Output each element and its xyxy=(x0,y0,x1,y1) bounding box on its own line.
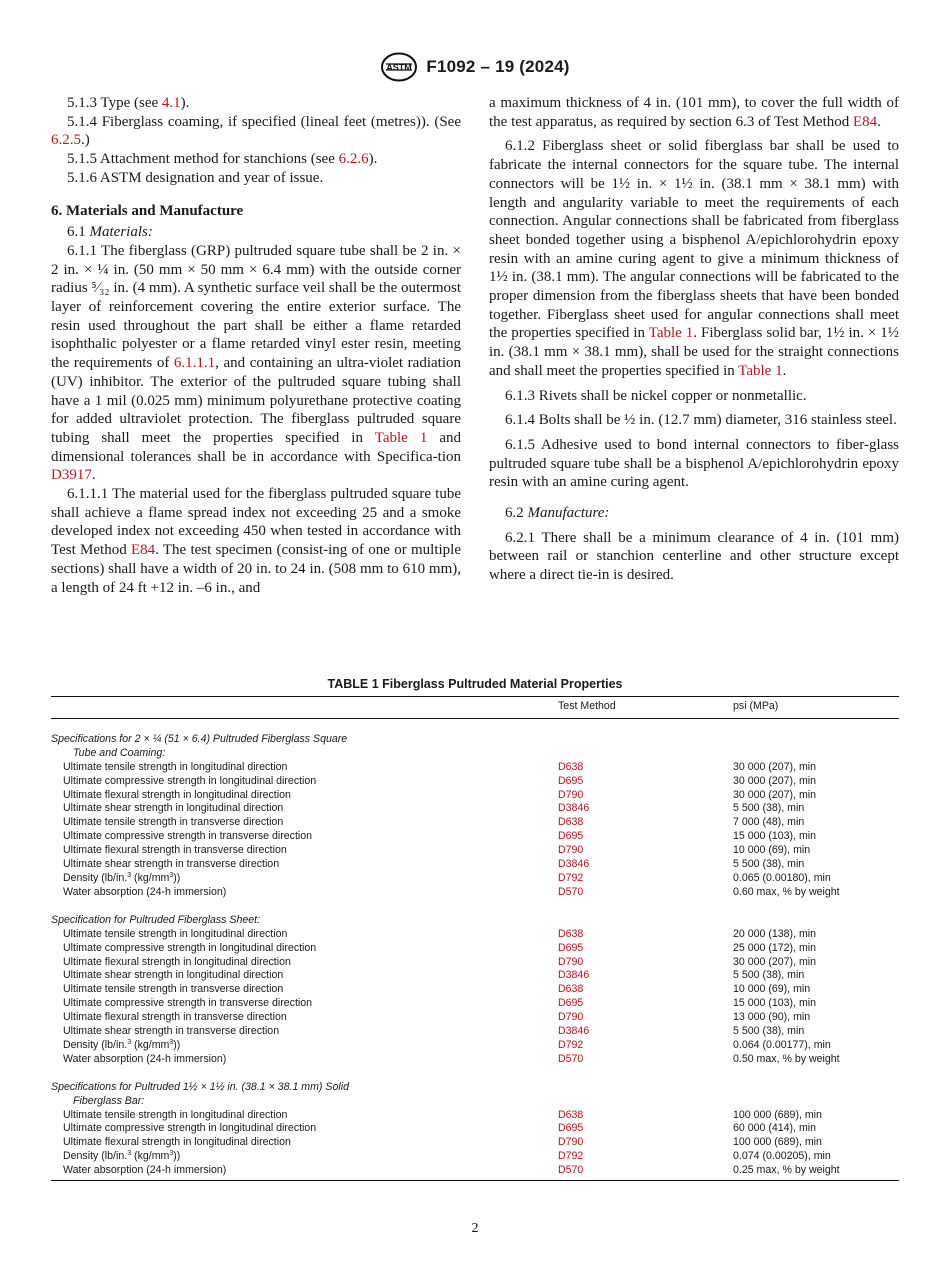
table-row xyxy=(51,1109,899,1123)
test-method-link[interactable]: D3846 xyxy=(558,1025,590,1038)
para-6-1: 6.1 Materials: xyxy=(67,224,153,241)
property-cell: Water absorption (24-h immersion) xyxy=(63,885,227,898)
para-6-1-3: 6.1.3 Rivets shall be nickel copper or nonmetallic. xyxy=(505,387,807,404)
property-cell: Ultimate tensile strength in longitudinal direction xyxy=(63,760,288,773)
astm-logo-icon xyxy=(380,52,418,82)
test-method-link[interactable]: D638 xyxy=(558,927,584,940)
test-method-link[interactable]: D790 xyxy=(558,788,584,801)
test-method-link[interactable]: D3846 xyxy=(558,802,590,815)
property-cell: Ultimate compressive strength in longitudinal direction xyxy=(63,774,317,787)
right-column xyxy=(489,94,899,585)
value-cell: 0.60 max, % by weight xyxy=(733,885,840,898)
page-number: 2 xyxy=(471,1221,479,1236)
value-cell: 100 000 (689), min xyxy=(733,1136,822,1149)
table-row xyxy=(51,858,899,872)
ref-link-e84[interactable]: E84 xyxy=(130,542,156,559)
para-6-1-2: 6.1.2 Fiberglass sheet or solid fiberglass bar shall be used to fabricate the internal connectors for the square tube. The internal connectors will be 1½ in. × 1½ in. (38.1 mm × 38.1 mm) with length and angularity variable to meet the requirements of each connection. Angular connections shall be fabricated from fiberglass sheet bonded together using a bisphenol A/epichlorohydrin epoxy resin with an amine curing agent to give a minimum thickness of 1½ in. (38.1 mm). The angular connections will be fabricated to the proper dimension from the fiberglass sheets that have been bonded together. Fiberglass sheet used for angular connections shall meet the properties specified in Table 1. Fiberglass solid bar, 1½ in. × 1½ in. (38.1 mm × 38.1 mm), shall be used for the straight connections and shall meet the properties specified in Table 1. xyxy=(489,138,899,379)
table-row xyxy=(51,1150,899,1164)
value-cell: 10 000 (69), min xyxy=(733,844,811,857)
section-spacer xyxy=(51,900,899,914)
value-cell: 5 500 (38), min xyxy=(733,969,805,982)
table-row xyxy=(51,886,899,900)
value-cell: 25 000 (172), min xyxy=(733,941,817,954)
value-cell: 10 000 (69), min xyxy=(733,983,811,996)
para-6-2-1: 6.2.1 There shall be a minimum clearance of 4 in. (101 mm) between rail or stanchion centerline and other structure except where a direct tie-in is desired. xyxy=(489,529,899,584)
property-cell: Ultimate shear strength in transverse direction xyxy=(63,1025,280,1038)
para-6-1-4: 6.1.4 Bolts shall be ½ in. (12.7 mm) diameter, 316 stainless steel. xyxy=(505,412,897,429)
section-title-continued: Fiberglass Bar: xyxy=(73,1094,145,1107)
test-method-link[interactable]: D695 xyxy=(558,774,584,787)
value-cell: 20 000 (138), min xyxy=(733,927,817,940)
ref-link-table-1[interactable]: Table 1 xyxy=(738,362,783,379)
test-method-link[interactable]: D790 xyxy=(558,955,584,968)
para-5-1-3: 5.1.3 Type (see 4.1). xyxy=(67,95,190,111)
table-row xyxy=(51,1164,899,1180)
table-row xyxy=(51,844,899,858)
value-cell: 30 000 (207), min xyxy=(733,955,817,968)
value-cell: 0.25 max, % by weight xyxy=(733,1164,899,1180)
table-title: TABLE 1 Fiberglass Pultruded Material Properties xyxy=(327,677,623,691)
property-cell: Ultimate flexural strength in transverse direction xyxy=(63,844,287,857)
test-method-link[interactable]: D792 xyxy=(558,1150,584,1163)
section-title-continued: Tube and Coaming: xyxy=(73,746,166,759)
ref-link-d3917[interactable]: D3917 xyxy=(51,467,92,484)
ref-link-6-1-1-1[interactable]: 6.1.1.1 xyxy=(173,355,216,372)
ref-link-6-2-5[interactable]: 6.2.5 xyxy=(51,132,81,149)
header-psi-mpa: psi (MPa) xyxy=(733,697,899,719)
section-title: Specification for Pultruded Fiberglass Sheet: xyxy=(51,913,261,926)
test-method-link[interactable]: D792 xyxy=(558,1038,584,1051)
table-row xyxy=(51,1039,899,1053)
property-cell: Ultimate compressive strength in longitudinal direction xyxy=(63,941,317,954)
page-header xyxy=(0,50,950,84)
value-cell: 30 000 (207), min xyxy=(733,788,817,801)
para-5-1-4: 5.1.4 Fiberglass coaming, if specified (lineal feet (metres)). (See 6.2.5.) xyxy=(51,113,461,149)
value-cell: 100 000 (689), min xyxy=(733,1108,822,1121)
test-method-link[interactable]: D695 xyxy=(558,941,584,954)
table-row xyxy=(51,956,899,970)
test-method-link[interactable]: D638 xyxy=(558,1108,584,1121)
property-cell: Density (lb/in.$^3$ $(kg/mm^3)$) xyxy=(63,871,181,884)
table-row xyxy=(51,1011,899,1025)
value-cell: 7 000 (48), min xyxy=(733,816,805,829)
test-method-link[interactable]: D3846 xyxy=(558,969,590,982)
table-row xyxy=(51,997,899,1011)
header-test-method: Test Method xyxy=(558,697,733,719)
standard-designation: F1092 – 19 (2024) xyxy=(426,57,570,76)
property-cell: Ultimate shear strength in longitudinal direction xyxy=(63,969,284,982)
property-cell: Ultimate tensile strength in transverse direction xyxy=(63,983,284,996)
test-method-link[interactable]: D695 xyxy=(558,830,584,843)
para-6-1-1-1-cont: a maximum thickness of 4 in. (101 mm), to cover the full width of the test apparatus, as required by section 6.3 of Test Method E84. xyxy=(489,95,899,130)
value-cell: 15 000 (103), min xyxy=(733,830,817,843)
value-cell: 15 000 (103), min xyxy=(733,997,817,1010)
value-cell: 0.064 (0.00177), min xyxy=(733,1038,831,1051)
table-row xyxy=(51,789,899,803)
para-5-1-6: 5.1.6 ASTM designation and year of issue. xyxy=(67,169,324,186)
property-cell: Water absorption (24-h immersion) xyxy=(63,1052,227,1065)
table-body xyxy=(51,718,899,1180)
para-5-1-5: 5.1.5 Attachment method for stanchions (see 6.2.6). xyxy=(67,151,378,168)
property-cell: Ultimate tensile strength in longitudinal direction xyxy=(63,1108,288,1121)
test-method-link[interactable]: D570 xyxy=(558,1052,584,1065)
value-cell: 5 500 (38), min xyxy=(733,1025,805,1038)
table-row xyxy=(51,983,899,997)
ref-link-e84[interactable]: E84 xyxy=(853,113,878,130)
table-row xyxy=(51,942,899,956)
test-method-link[interactable]: D792 xyxy=(558,871,584,884)
test-method-link[interactable]: D570 xyxy=(558,1164,733,1180)
test-method-link[interactable]: D790 xyxy=(558,1011,584,1024)
property-cell: Ultimate flexural strength in longitudinal direction xyxy=(63,1136,291,1149)
property-cell: Ultimate shear strength in longitudinal direction xyxy=(63,802,284,815)
section-spacer xyxy=(51,1067,899,1081)
section-title-row xyxy=(51,1081,899,1109)
test-method-link[interactable]: D570 xyxy=(558,885,584,898)
property-cell: Ultimate shear strength in transverse direction xyxy=(63,858,280,871)
properties-table xyxy=(51,696,899,1181)
table-row xyxy=(51,969,899,983)
header-property xyxy=(51,697,558,719)
table-row xyxy=(51,830,899,844)
table-row xyxy=(51,802,899,816)
section-title-row xyxy=(51,733,899,761)
section-heading-6: 6. Materials and Manufacture xyxy=(51,202,244,219)
value-cell: 60 000 (414), min xyxy=(733,1122,817,1135)
table-row xyxy=(51,872,899,886)
test-method-link[interactable]: D695 xyxy=(558,1122,584,1135)
test-method-link[interactable]: D638 xyxy=(558,816,584,829)
property-cell: Ultimate tensile strength in transverse direction xyxy=(63,816,284,829)
ref-link-table-1[interactable]: Table 1 xyxy=(648,325,694,342)
table-row xyxy=(51,775,899,789)
property-cell: Ultimate compressive strength in transverse direction xyxy=(63,997,313,1010)
table-row xyxy=(51,1136,899,1150)
property-cell: Ultimate flexural strength in longitudinal direction xyxy=(63,955,291,968)
property-cell: Ultimate compressive strength in transverse direction xyxy=(63,830,313,843)
para-6-2: 6.2 Manufacture: xyxy=(505,505,610,522)
value-cell: 0.074 (0.00205), min xyxy=(733,1150,831,1163)
table-row xyxy=(51,1122,899,1136)
ref-link-6-2-6[interactable]: 6.2.6 xyxy=(338,151,369,168)
value-cell: 5 500 (38), min xyxy=(733,802,805,815)
table-row xyxy=(51,1053,899,1067)
left-column xyxy=(51,94,461,597)
test-method-link[interactable]: D638 xyxy=(558,983,584,996)
ref-link-table-1[interactable]: Table 1 xyxy=(374,429,428,446)
section-title: Specifications for 2 × ¼ (51 × 6.4) Pultruded Fiberglass Square xyxy=(51,732,348,745)
para-6-1-1: 6.1.1 The fiberglass (GRP) pultruded square tube shall be 2 in. × 2 in. × ¼ in. (50 mm × 50 mm × 6.4 mm) with the outside corner radius ⁵⁄₃₂ in. (4 mm). A synthetic surface veil shall be the outermost layer of reinforcement covering the entire exterior surface. The resin used throughout the part shall be either a flame retarded isophthalic polyester or a flame retarded vinyl ester resin, meeting the requirements of 6.1.1.1, and containing an ultra-violet radiation (UV) inhibitor. The exterior of the pultruded square tubing shall have a 1 mil (0.025 mm) minimum polyurethane protective coating for added ultraviolet protection. The fiberglass pultruded square tubing shall meet the properties specified in Table 1 and dimensional tolerances shall be in accordance with Specifica-tion D3917. xyxy=(51,242,461,484)
table-row xyxy=(51,761,899,775)
para-6-1-1-1: 6.1.1.1 The material used for the fiberglass pultruded square tube shall achieve a flame spread index not exceeding 25 and a smoke developed index not exceeding 450 when tested in accordance with Test Method E84. The test specimen (consist-ing of one or multiple sections) shall have a width of 20 in. to 24 in. (508 mm to 610 mm), a length of 24 ft +12 in. –6 in., and xyxy=(51,486,461,596)
value-cell: 5 500 (38), min xyxy=(733,858,805,871)
section-title: Specifications for Pultruded 1½ × 1½ in. (38.1 × 38.1 mm) Solid xyxy=(51,1080,349,1093)
table-row xyxy=(51,928,899,942)
section-title-row xyxy=(51,914,899,928)
property-cell: Density (lb/in.$^3$ $(kg/mm^3)$) xyxy=(63,1150,181,1163)
test-method-link[interactable]: D790 xyxy=(558,1136,584,1149)
ref-link-4-1[interactable]: 4.1 xyxy=(161,95,181,111)
section-spacer xyxy=(51,718,899,733)
property-cell: Ultimate flexural strength in transverse direction xyxy=(63,1011,287,1024)
value-cell: 30 000 (207), min xyxy=(733,760,817,773)
test-method-link[interactable]: D695 xyxy=(558,997,584,1010)
property-cell: Density (lb/in.$^3$ $(kg/mm^3)$) xyxy=(63,1038,181,1051)
test-method-link[interactable]: D638 xyxy=(558,760,584,773)
value-cell: 13 000 (90), min xyxy=(733,1011,811,1024)
value-cell: 0.50 max, % by weight xyxy=(733,1052,840,1065)
property-cell: Ultimate compressive strength in longitudinal direction xyxy=(63,1122,317,1135)
table-row xyxy=(51,816,899,830)
value-cell: 0.065 (0.00180), min xyxy=(733,871,831,884)
para-6-1-5: 6.1.5 Adhesive used to bond internal connectors to fiber-glass pultruded square tube shall be a bisphenol A/epichlorohydrin epoxy resin with an amine curing agent. xyxy=(489,436,899,491)
property-cell: Ultimate tensile strength in longitudinal direction xyxy=(63,927,288,940)
property-cell: Ultimate flexural strength in longitudinal direction xyxy=(63,788,291,801)
value-cell: 30 000 (207), min xyxy=(733,774,817,787)
test-method-link[interactable]: D790 xyxy=(558,844,584,857)
table-header-row xyxy=(51,697,899,719)
property-cell: Water absorption (24-h immersion) xyxy=(51,1164,558,1180)
test-method-link[interactable]: D3846 xyxy=(558,858,590,871)
table-row xyxy=(51,1025,899,1039)
astm-logo-text: ASTM xyxy=(386,62,413,73)
